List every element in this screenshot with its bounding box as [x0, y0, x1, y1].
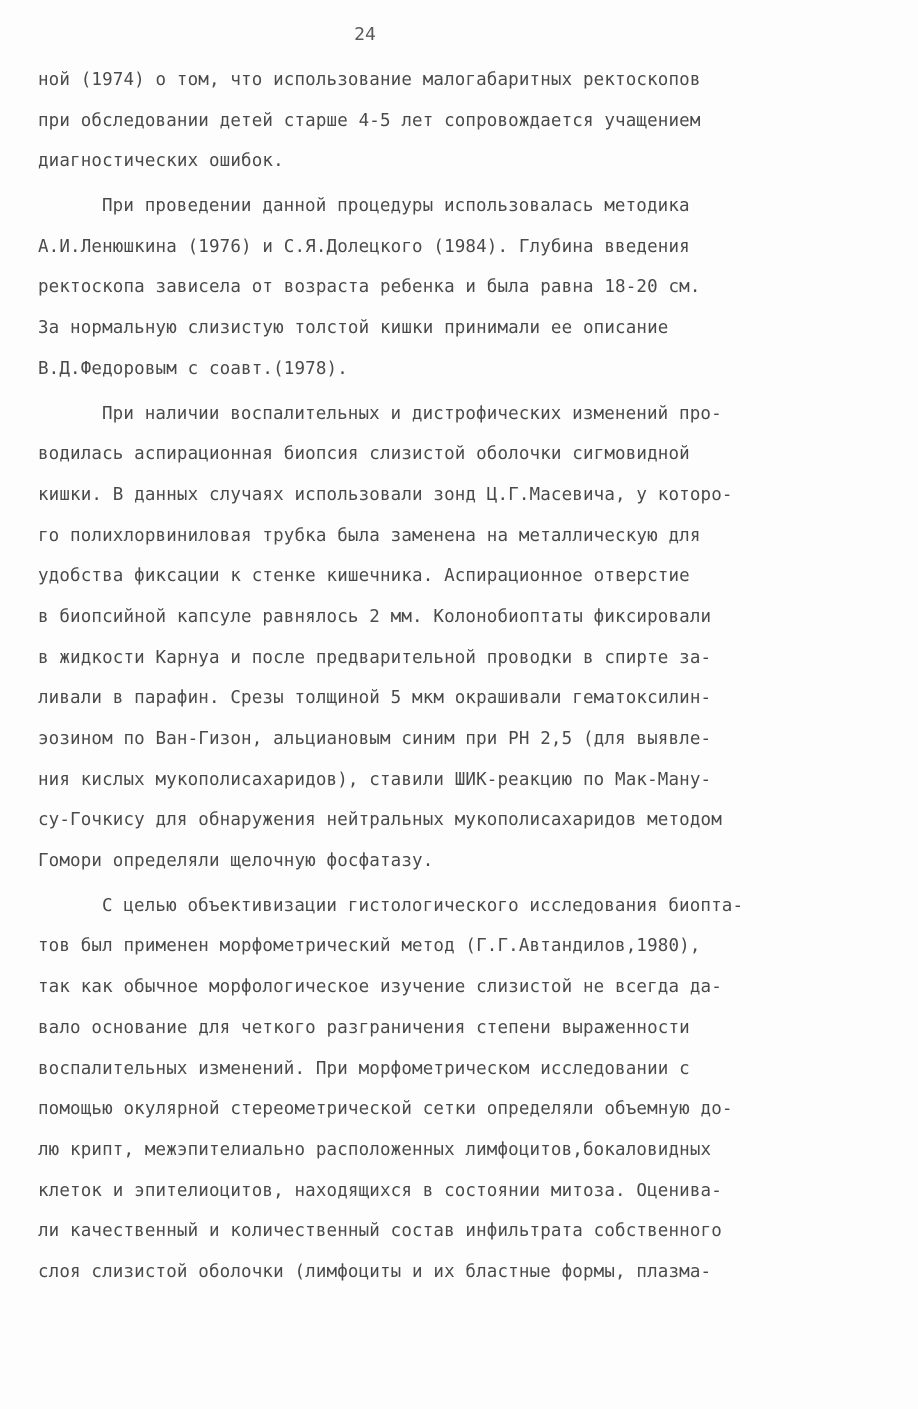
text-line: В.Д.Федоровым с соавт.(1978).: [38, 358, 348, 379]
body-text: [38, 60, 880, 1293]
text-line: в биопсийной капсуле равнялось 2 мм. Колонобиоптаты фиксировали: [38, 606, 712, 627]
text-line: так как обычное морфологическое изучение слизистой не всегда да-: [38, 977, 722, 998]
text-line: вало основание для четкого разграничения степени выраженности: [38, 1017, 690, 1038]
text-line: ректоскопа зависела от возраста ребенка и была равна 18-20 см.: [38, 277, 701, 298]
paragraph-first-line: При проведении данной процедуры использовалась методика: [102, 196, 690, 217]
text-line: лю крипт, межэпителиально расположенных лимфоцитов,бокаловидных: [38, 1139, 712, 1160]
text-line: го полихлорвиниловая трубка была заменена на металлическую для: [38, 525, 701, 546]
text-line: в жидкости Карнуа и после предварительной проводки в спирте за-: [38, 647, 712, 668]
text-line: ния кислых мукополисахаридов), ставили ШИК-реакцию по Мак-Ману-: [38, 769, 712, 790]
text-line: удобства фиксации к стенке кишечника. Аспирационное отверстие: [38, 566, 690, 587]
text-line: клеток и эпителиоцитов, находящихся в состоянии митоза. Оценива-: [38, 1180, 722, 1201]
paragraph-first-line: С целью объективизации гистологического исследования биопта-: [102, 895, 744, 916]
text-line: эозином по Ван-Гизон, альциановым синим при РН 2,5 (для выявле-: [38, 729, 712, 749]
text-line: слоя слизистой оболочки (лимфоциты и их бластные формы, плазма-: [38, 1261, 712, 1282]
page-number: 24: [354, 24, 376, 45]
text-line: водилась аспирационная биопсия слизистой оболочки сигмовидной: [38, 444, 690, 465]
text-line: диагностических ошибок.: [38, 151, 284, 172]
text-line: воспалительных изменений. При морфометрическом исследовании с: [38, 1058, 690, 1079]
text-line: ли качественный и количественный состав инфильтрата собственного: [38, 1221, 722, 1242]
text-line: су-Гочкису для обнаружения нейтральных мукополисахаридов методом: [38, 810, 722, 831]
text-line: помощью окулярной стереометрической сетки определяли объемную до-: [38, 1099, 733, 1120]
text-line: кишки. В данных случаях использовали зонд Ц.Г.Масевича, у которо-: [38, 484, 733, 505]
text-line: ной (1974) о том, что использование малогабаритных ректоскопов: [38, 70, 701, 90]
text-line: ливали в парафин. Срезы толщиной 5 мкм окрашивали гематоксилин-: [38, 688, 712, 709]
paragraph-first-line: При наличии воспалительных и дистрофических изменений про-: [102, 403, 722, 424]
text-line: А.И.Ленюшкина (1976) и С.Я.Долецкого (1984). Глубина введения: [38, 236, 690, 257]
text-line: при обследовании детей старше 4-5 лет сопровождается учащением: [38, 110, 701, 131]
text-line: Гомори определяли щелочную фосфатазу.: [38, 851, 434, 872]
text-line: тов был применен морфометрический метод (Г.Г.Автандилов,1980),: [38, 936, 701, 957]
text-line: За нормальную слизистую толстой кишки принимали ее описание: [38, 318, 669, 339]
